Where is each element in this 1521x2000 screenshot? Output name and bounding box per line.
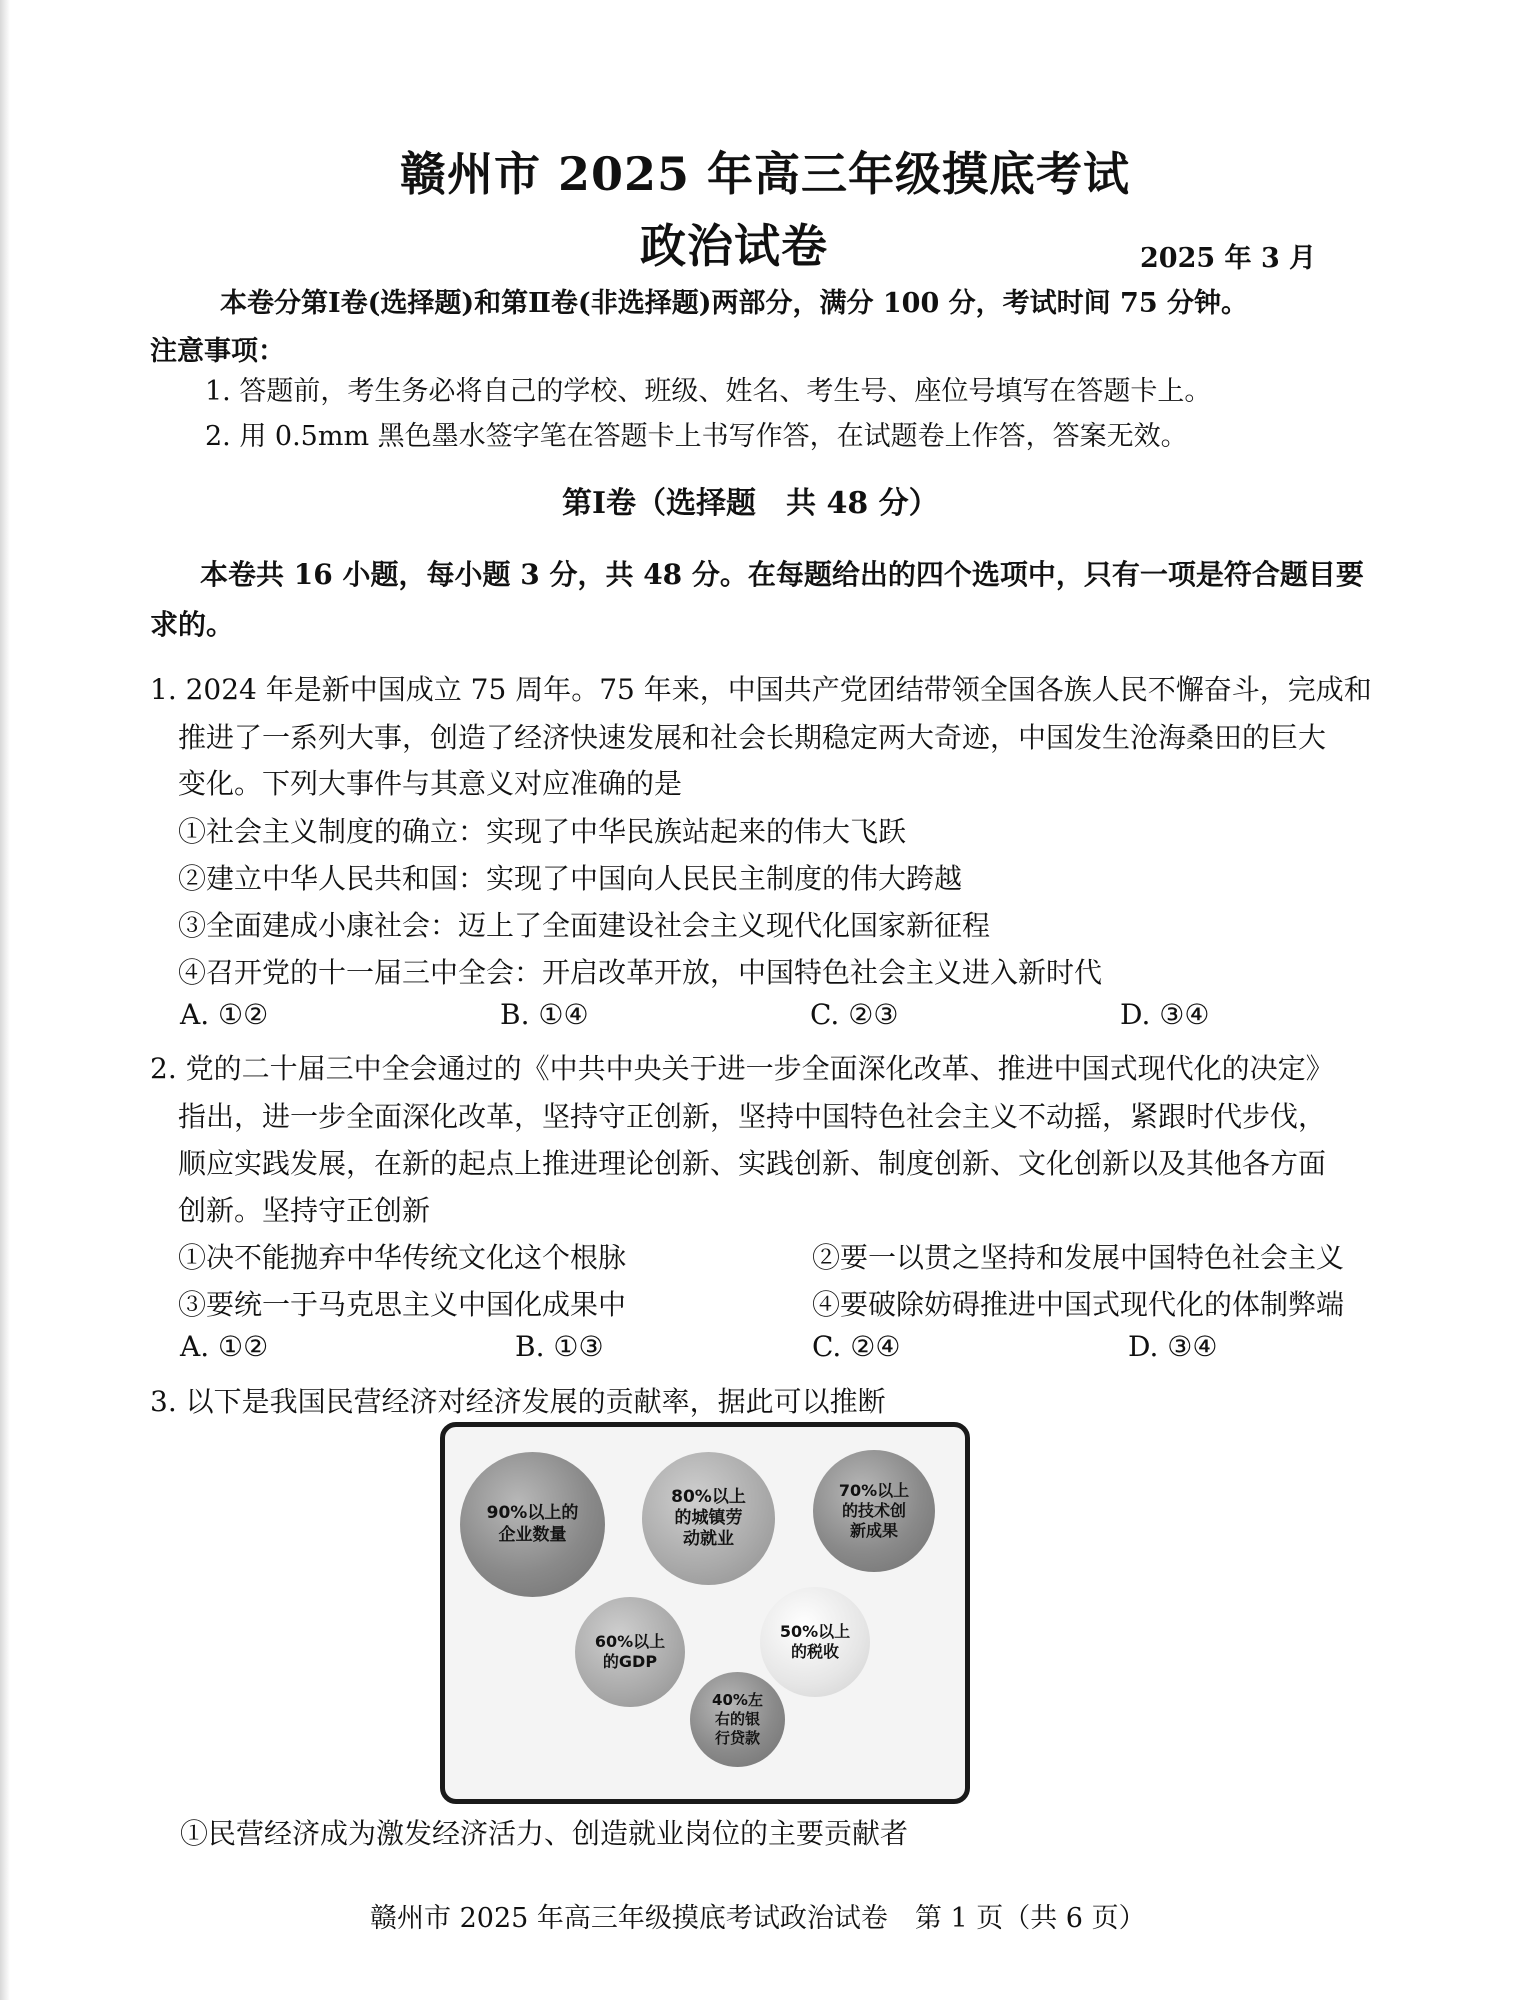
- bubble-tech-innovation: 70%以上 的技术创 新成果: [813, 1450, 935, 1572]
- q2-item-1: ①决不能抛弃中华传统文化这个根脉: [178, 1241, 627, 1274]
- q2-item-2: ②要一以贯之坚持和发展中国特色社会主义: [812, 1241, 1345, 1274]
- q1-item-3: ③全面建成小康社会：迈上了全面建设社会主义现代化国家新征程: [178, 909, 991, 942]
- bubble-bank-loans: 40%左 右的银 行贷款: [690, 1672, 785, 1767]
- exam-intro: 本卷分第Ⅰ卷(选择题)和第Ⅱ卷(非选择题)两部分，满分 100 分，考试时间 75 分钟。: [220, 288, 1249, 319]
- notice-label: 注意事项：: [150, 336, 285, 367]
- q1-stem-line3: 变化。下列大事件与其意义对应准确的是: [178, 767, 683, 800]
- contribution-chart: [440, 1422, 970, 1804]
- section-instruction-line2: 求的。: [150, 608, 235, 641]
- section-instruction-line1: 本卷共 16 小题，每小题 3 分，共 48 分。在每题给出的四个选项中，只有一项是符合题目要: [200, 558, 1364, 591]
- q1-stem-line2: 推进了一系列大事，创造了经济快速发展和社会长期稳定两大奇迹，中国发生沧海桑田的巨大: [178, 721, 1327, 754]
- scan-edge-shadow: [0, 0, 10, 2000]
- q2-stem-line1: 2. 党的二十届三中全会通过的《中共中央关于进一步全面深化改革、推进中国式现代化的决定》: [150, 1052, 1334, 1085]
- q1-option-b: B. ①④: [500, 998, 589, 1031]
- q2-item-3: ③要统一于马克思主义中国化成果中: [178, 1288, 627, 1321]
- q1-option-c: C. ②③: [810, 998, 899, 1031]
- bubble-enterprise-count: 90%以上的 企业数量: [460, 1452, 605, 1597]
- page-footer: 赣州市 2025 年高三年级摸底考试政治试卷 第 1 页（共 6 页）: [370, 1903, 1146, 1934]
- q2-stem-line3: 顺应实践发展，在新的起点上推进理论创新、实践创新、制度创新、文化创新以及其他各方面: [178, 1147, 1327, 1180]
- exam-date: 2025 年 3 月: [1140, 243, 1317, 274]
- q2-stem-line4: 创新。坚持守正创新: [178, 1194, 431, 1227]
- bubble-tax-revenue: 50%以上 的税收: [760, 1587, 870, 1697]
- q1-option-d: D. ③④: [1120, 998, 1210, 1031]
- q2-option-c: C. ②④: [812, 1330, 901, 1363]
- q1-stem-line1: 1. 2024 年是新中国成立 75 周年。75 年来，中国共产党团结带领全国各族人民不懈奋斗，完成和: [150, 673, 1372, 706]
- q1-item-2: ②建立中华人民共和国：实现了中国向人民民主制度的伟大跨越: [178, 862, 963, 895]
- bubble-urban-employment: 80%以上 的城镇劳 动就业: [642, 1452, 775, 1585]
- q2-option-b: B. ①③: [515, 1330, 604, 1363]
- bubble-gdp: 60%以上 的GDP: [575, 1597, 685, 1707]
- q1-item-4: ④召开党的十一届三中全会：开启改革开放，中国特色社会主义进入新时代: [178, 956, 1103, 989]
- notice-2: 2. 用 0.5mm 黑色墨水签字笔在答题卡上书写作答，在试题卷上作答，答案无效。: [205, 421, 1188, 452]
- exam-title: 赣州市 2025 年高三年级摸底考试: [400, 147, 1131, 201]
- q2-option-a: A. ①②: [180, 1330, 269, 1363]
- section-heading: 第Ⅰ卷（选择题 共 48 分）: [562, 486, 939, 521]
- q3-item-1: ①民营经济成为激发经济活力、创造就业岗位的主要贡献者: [180, 1817, 909, 1850]
- exam-subtitle: 政治试卷: [640, 219, 828, 273]
- q1-item-1: ①社会主义制度的确立：实现了中华民族站起来的伟大飞跃: [178, 815, 907, 848]
- notice-1: 1. 答题前，考生务必将自己的学校、班级、姓名、考生号、座位号填写在答题卡上。: [205, 376, 1212, 407]
- q2-option-d: D. ③④: [1128, 1330, 1218, 1363]
- q1-option-a: A. ①②: [180, 998, 269, 1031]
- q3-stem: 3. 以下是我国民营经济对经济发展的贡献率，据此可以推断: [150, 1385, 886, 1418]
- q2-item-4: ④要破除妨碍推进中国式现代化的体制弊端: [812, 1288, 1345, 1321]
- q2-stem-line2: 指出，进一步全面深化改革，坚持守正创新，坚持中国特色社会主义不动摇，紧跟时代步伐，: [178, 1100, 1327, 1133]
